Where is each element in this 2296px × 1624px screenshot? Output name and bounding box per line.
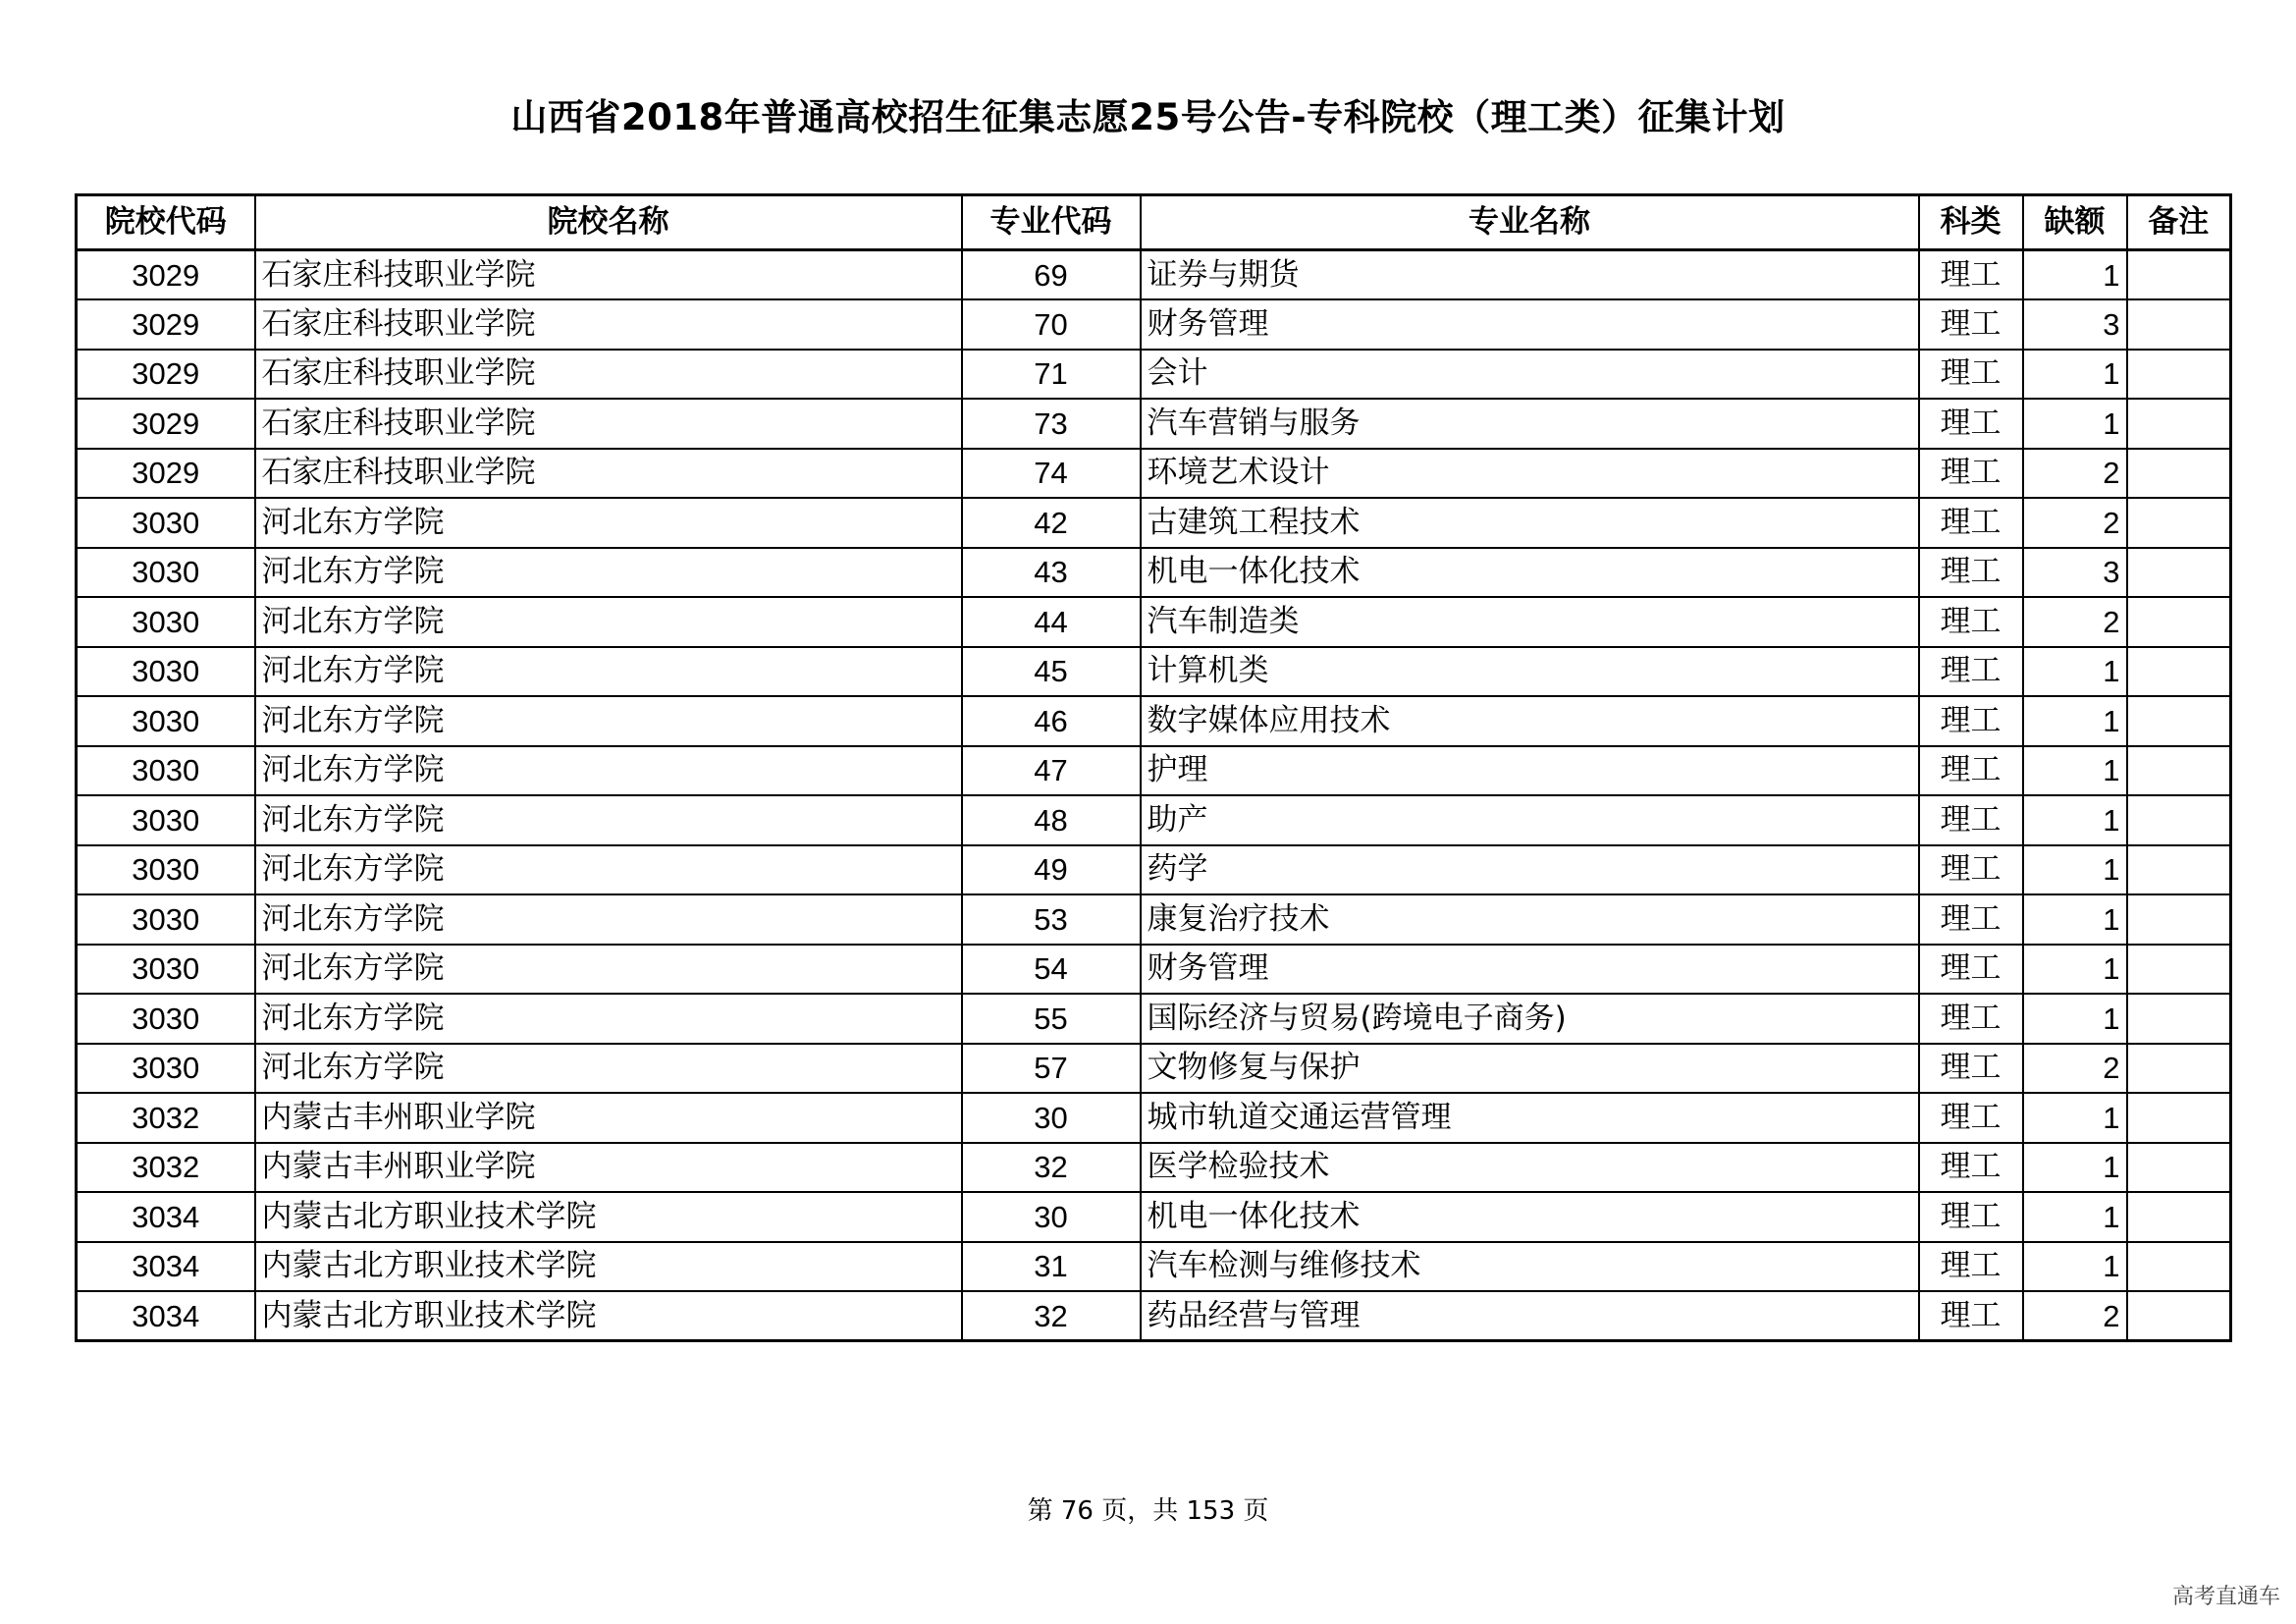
- table-row: [77, 795, 2231, 845]
- table-row: [77, 746, 2231, 796]
- table-row: [77, 1291, 2231, 1341]
- cell-major-name: 康复治疗技术: [1141, 894, 1919, 945]
- table-row: [77, 1192, 2231, 1242]
- cell-major-name: 古建筑工程技术: [1141, 498, 1919, 548]
- cell-school-code: 3030: [77, 647, 255, 697]
- table-header-row: [77, 195, 2231, 250]
- cell-school-code: 3034: [77, 1192, 255, 1242]
- cell-vacancy: 3: [2023, 548, 2127, 598]
- cell-note: [2127, 945, 2231, 995]
- cell-vacancy: 1: [2023, 945, 2127, 995]
- cell-major-code: 48: [962, 795, 1141, 845]
- cell-major-code: 44: [962, 597, 1141, 647]
- cell-vacancy: 2: [2023, 1044, 2127, 1094]
- cell-major-code: 43: [962, 548, 1141, 598]
- cell-school-name: 河北东方学院: [255, 994, 962, 1044]
- cell-vacancy: 1: [2023, 250, 2127, 300]
- cell-category: 理工: [1919, 647, 2023, 697]
- cell-major-name: 计算机类: [1141, 647, 1919, 697]
- cell-vacancy: 1: [2023, 350, 2127, 400]
- table-row: [77, 1242, 2231, 1292]
- cell-major-name: 环境艺术设计: [1141, 449, 1919, 499]
- cell-major-name: 数字媒体应用技术: [1141, 696, 1919, 746]
- cell-category: 理工: [1919, 746, 2023, 796]
- cell-school-name: 内蒙古丰州职业学院: [255, 1093, 962, 1143]
- cell-category: 理工: [1919, 894, 2023, 945]
- cell-school-code: 3030: [77, 945, 255, 995]
- cell-category: 理工: [1919, 795, 2023, 845]
- table-row: [77, 845, 2231, 895]
- header-category: 科类: [1919, 195, 2023, 250]
- cell-note: [2127, 498, 2231, 548]
- cell-school-code: 3030: [77, 795, 255, 845]
- cell-category: 理工: [1919, 350, 2023, 400]
- cell-note: [2127, 994, 2231, 1044]
- cell-school-code: 3030: [77, 1044, 255, 1094]
- cell-school-name: 河北东方学院: [255, 795, 962, 845]
- cell-note: [2127, 696, 2231, 746]
- cell-school-code: 3029: [77, 350, 255, 400]
- table-body: [77, 250, 2231, 1341]
- table-row: [77, 449, 2231, 499]
- cell-note: [2127, 1044, 2231, 1094]
- cell-major-code: 30: [962, 1093, 1141, 1143]
- cell-major-name: 汽车营销与服务: [1141, 399, 1919, 449]
- cell-major-code: 53: [962, 894, 1141, 945]
- cell-vacancy: 1: [2023, 399, 2127, 449]
- cell-category: 理工: [1919, 597, 2023, 647]
- cell-school-code: 3030: [77, 994, 255, 1044]
- cell-major-code: 42: [962, 498, 1141, 548]
- cell-category: 理工: [1919, 1093, 2023, 1143]
- cell-note: [2127, 299, 2231, 350]
- table-row: [77, 498, 2231, 548]
- table-row: [77, 299, 2231, 350]
- cell-major-name: 财务管理: [1141, 945, 1919, 995]
- cell-vacancy: 1: [2023, 994, 2127, 1044]
- cell-major-code: 32: [962, 1291, 1141, 1341]
- cell-vacancy: 1: [2023, 696, 2127, 746]
- header-note: 备注: [2127, 195, 2231, 250]
- cell-note: [2127, 399, 2231, 449]
- cell-note: [2127, 548, 2231, 598]
- cell-category: 理工: [1919, 1192, 2023, 1242]
- cell-major-name: 机电一体化技术: [1141, 1192, 1919, 1242]
- cell-note: [2127, 1192, 2231, 1242]
- cell-school-name: 河北东方学院: [255, 696, 962, 746]
- table-row: [77, 350, 2231, 400]
- cell-school-code: 3029: [77, 399, 255, 449]
- header-vacancy: 缺额: [2023, 195, 2127, 250]
- cell-major-name: 药学: [1141, 845, 1919, 895]
- cell-vacancy: 1: [2023, 647, 2127, 697]
- table-row: [77, 894, 2231, 945]
- header-major-code: 专业代码: [962, 195, 1141, 250]
- cell-category: 理工: [1919, 1242, 2023, 1292]
- watermark: 高考直通车: [2171, 1585, 2280, 1609]
- cell-category: 理工: [1919, 994, 2023, 1044]
- cell-school-name: 河北东方学院: [255, 548, 962, 598]
- cell-vacancy: 2: [2023, 498, 2127, 548]
- cell-note: [2127, 597, 2231, 647]
- cell-school-code: 3030: [77, 696, 255, 746]
- table-row: [77, 647, 2231, 697]
- cell-school-code: 3034: [77, 1242, 255, 1292]
- cell-major-code: 31: [962, 1242, 1141, 1292]
- cell-major-name: 机电一体化技术: [1141, 548, 1919, 598]
- cell-note: [2127, 647, 2231, 697]
- table-row: [77, 548, 2231, 598]
- cell-vacancy: 1: [2023, 894, 2127, 945]
- cell-school-code: 3032: [77, 1093, 255, 1143]
- cell-school-code: 3030: [77, 498, 255, 548]
- cell-school-name: 石家庄科技职业学院: [255, 350, 962, 400]
- cell-school-name: 石家庄科技职业学院: [255, 250, 962, 300]
- cell-note: [2127, 1093, 2231, 1143]
- cell-category: 理工: [1919, 845, 2023, 895]
- cell-major-name: 文物修复与保护: [1141, 1044, 1919, 1094]
- cell-major-code: 71: [962, 350, 1141, 400]
- cell-major-name: 药品经营与管理: [1141, 1291, 1919, 1341]
- cell-major-name: 城市轨道交通运营管理: [1141, 1093, 1919, 1143]
- cell-school-name: 石家庄科技职业学院: [255, 299, 962, 350]
- cell-school-name: 河北东方学院: [255, 1044, 962, 1094]
- cell-category: 理工: [1919, 1291, 2023, 1341]
- cell-major-name: 汽车检测与维修技术: [1141, 1242, 1919, 1292]
- cell-vacancy: 3: [2023, 299, 2127, 350]
- cell-vacancy: 1: [2023, 746, 2127, 796]
- cell-major-code: 74: [962, 449, 1141, 499]
- table-row: [77, 250, 2231, 300]
- cell-note: [2127, 795, 2231, 845]
- cell-major-name: 汽车制造类: [1141, 597, 1919, 647]
- cell-major-code: 49: [962, 845, 1141, 895]
- cell-vacancy: 1: [2023, 845, 2127, 895]
- cell-note: [2127, 250, 2231, 300]
- cell-school-name: 内蒙古北方职业技术学院: [255, 1291, 962, 1341]
- cell-major-code: 54: [962, 945, 1141, 995]
- cell-vacancy: 1: [2023, 1093, 2127, 1143]
- cell-school-name: 石家庄科技职业学院: [255, 399, 962, 449]
- cell-major-code: 55: [962, 994, 1141, 1044]
- cell-major-code: 46: [962, 696, 1141, 746]
- cell-vacancy: 2: [2023, 449, 2127, 499]
- cell-major-name: 护理: [1141, 746, 1919, 796]
- cell-major-code: 30: [962, 1192, 1141, 1242]
- table-row: [77, 1143, 2231, 1193]
- cell-note: [2127, 449, 2231, 499]
- table-row: [77, 1044, 2231, 1094]
- cell-major-code: 45: [962, 647, 1141, 697]
- cell-category: 理工: [1919, 548, 2023, 598]
- cell-vacancy: 1: [2023, 1192, 2127, 1242]
- cell-note: [2127, 1242, 2231, 1292]
- header-school-name: 院校名称: [255, 195, 962, 250]
- cell-vacancy: 2: [2023, 597, 2127, 647]
- table-row: [77, 1093, 2231, 1143]
- cell-school-name: 河北东方学院: [255, 498, 962, 548]
- cell-major-code: 69: [962, 250, 1141, 300]
- cell-category: 理工: [1919, 449, 2023, 499]
- cell-school-name: 内蒙古北方职业技术学院: [255, 1192, 962, 1242]
- cell-school-code: 3030: [77, 845, 255, 895]
- cell-school-name: 河北东方学院: [255, 746, 962, 796]
- cell-note: [2127, 894, 2231, 945]
- cell-school-name: 河北东方学院: [255, 597, 962, 647]
- cell-category: 理工: [1919, 696, 2023, 746]
- table-row: [77, 696, 2231, 746]
- cell-school-code: 3030: [77, 746, 255, 796]
- cell-major-code: 57: [962, 1044, 1141, 1094]
- cell-note: [2127, 350, 2231, 400]
- header-major-name: 专业名称: [1141, 195, 1919, 250]
- cell-note: [2127, 1291, 2231, 1341]
- table-row: [77, 399, 2231, 449]
- table-row: [77, 597, 2231, 647]
- cell-school-code: 3029: [77, 250, 255, 300]
- cell-vacancy: 2: [2023, 1291, 2127, 1341]
- cell-school-name: 河北东方学院: [255, 945, 962, 995]
- cell-school-name: 石家庄科技职业学院: [255, 449, 962, 499]
- cell-school-name: 河北东方学院: [255, 845, 962, 895]
- cell-school-code: 3029: [77, 299, 255, 350]
- page-title: 山西省2018年普通高校招生征集志愿25号公告-专科院校（理工类）征集计划: [510, 96, 1786, 138]
- cell-major-code: 70: [962, 299, 1141, 350]
- cell-major-name: 国际经济与贸易(跨境电子商务): [1141, 994, 1919, 1044]
- page-number: 第 76 页，共 153 页: [1027, 1496, 1269, 1526]
- cell-school-code: 3029: [77, 449, 255, 499]
- cell-major-name: 助产: [1141, 795, 1919, 845]
- cell-note: [2127, 1143, 2231, 1193]
- cell-major-name: 财务管理: [1141, 299, 1919, 350]
- enrollment-plan-table: [75, 193, 2232, 1342]
- cell-vacancy: 1: [2023, 795, 2127, 845]
- cell-category: 理工: [1919, 299, 2023, 350]
- cell-category: 理工: [1919, 498, 2023, 548]
- cell-category: 理工: [1919, 1044, 2023, 1094]
- cell-major-code: 32: [962, 1143, 1141, 1193]
- header-school-code: 院校代码: [77, 195, 255, 250]
- cell-vacancy: 1: [2023, 1143, 2127, 1193]
- table-row: [77, 994, 2231, 1044]
- cell-category: 理工: [1919, 1143, 2023, 1193]
- cell-school-name: 河北东方学院: [255, 894, 962, 945]
- table-row: [77, 945, 2231, 995]
- cell-major-code: 47: [962, 746, 1141, 796]
- cell-school-code: 3032: [77, 1143, 255, 1193]
- cell-school-name: 河北东方学院: [255, 647, 962, 697]
- cell-school-name: 内蒙古丰州职业学院: [255, 1143, 962, 1193]
- cell-school-code: 3030: [77, 548, 255, 598]
- cell-school-name: 内蒙古北方职业技术学院: [255, 1242, 962, 1292]
- cell-vacancy: 1: [2023, 1242, 2127, 1292]
- cell-major-name: 证券与期货: [1141, 250, 1919, 300]
- cell-note: [2127, 845, 2231, 895]
- cell-major-name: 医学检验技术: [1141, 1143, 1919, 1193]
- cell-note: [2127, 746, 2231, 796]
- cell-school-code: 3034: [77, 1291, 255, 1341]
- cell-school-code: 3030: [77, 894, 255, 945]
- cell-school-code: 3030: [77, 597, 255, 647]
- cell-category: 理工: [1919, 250, 2023, 300]
- cell-category: 理工: [1919, 945, 2023, 995]
- cell-major-name: 会计: [1141, 350, 1919, 400]
- cell-major-code: 73: [962, 399, 1141, 449]
- cell-category: 理工: [1919, 399, 2023, 449]
